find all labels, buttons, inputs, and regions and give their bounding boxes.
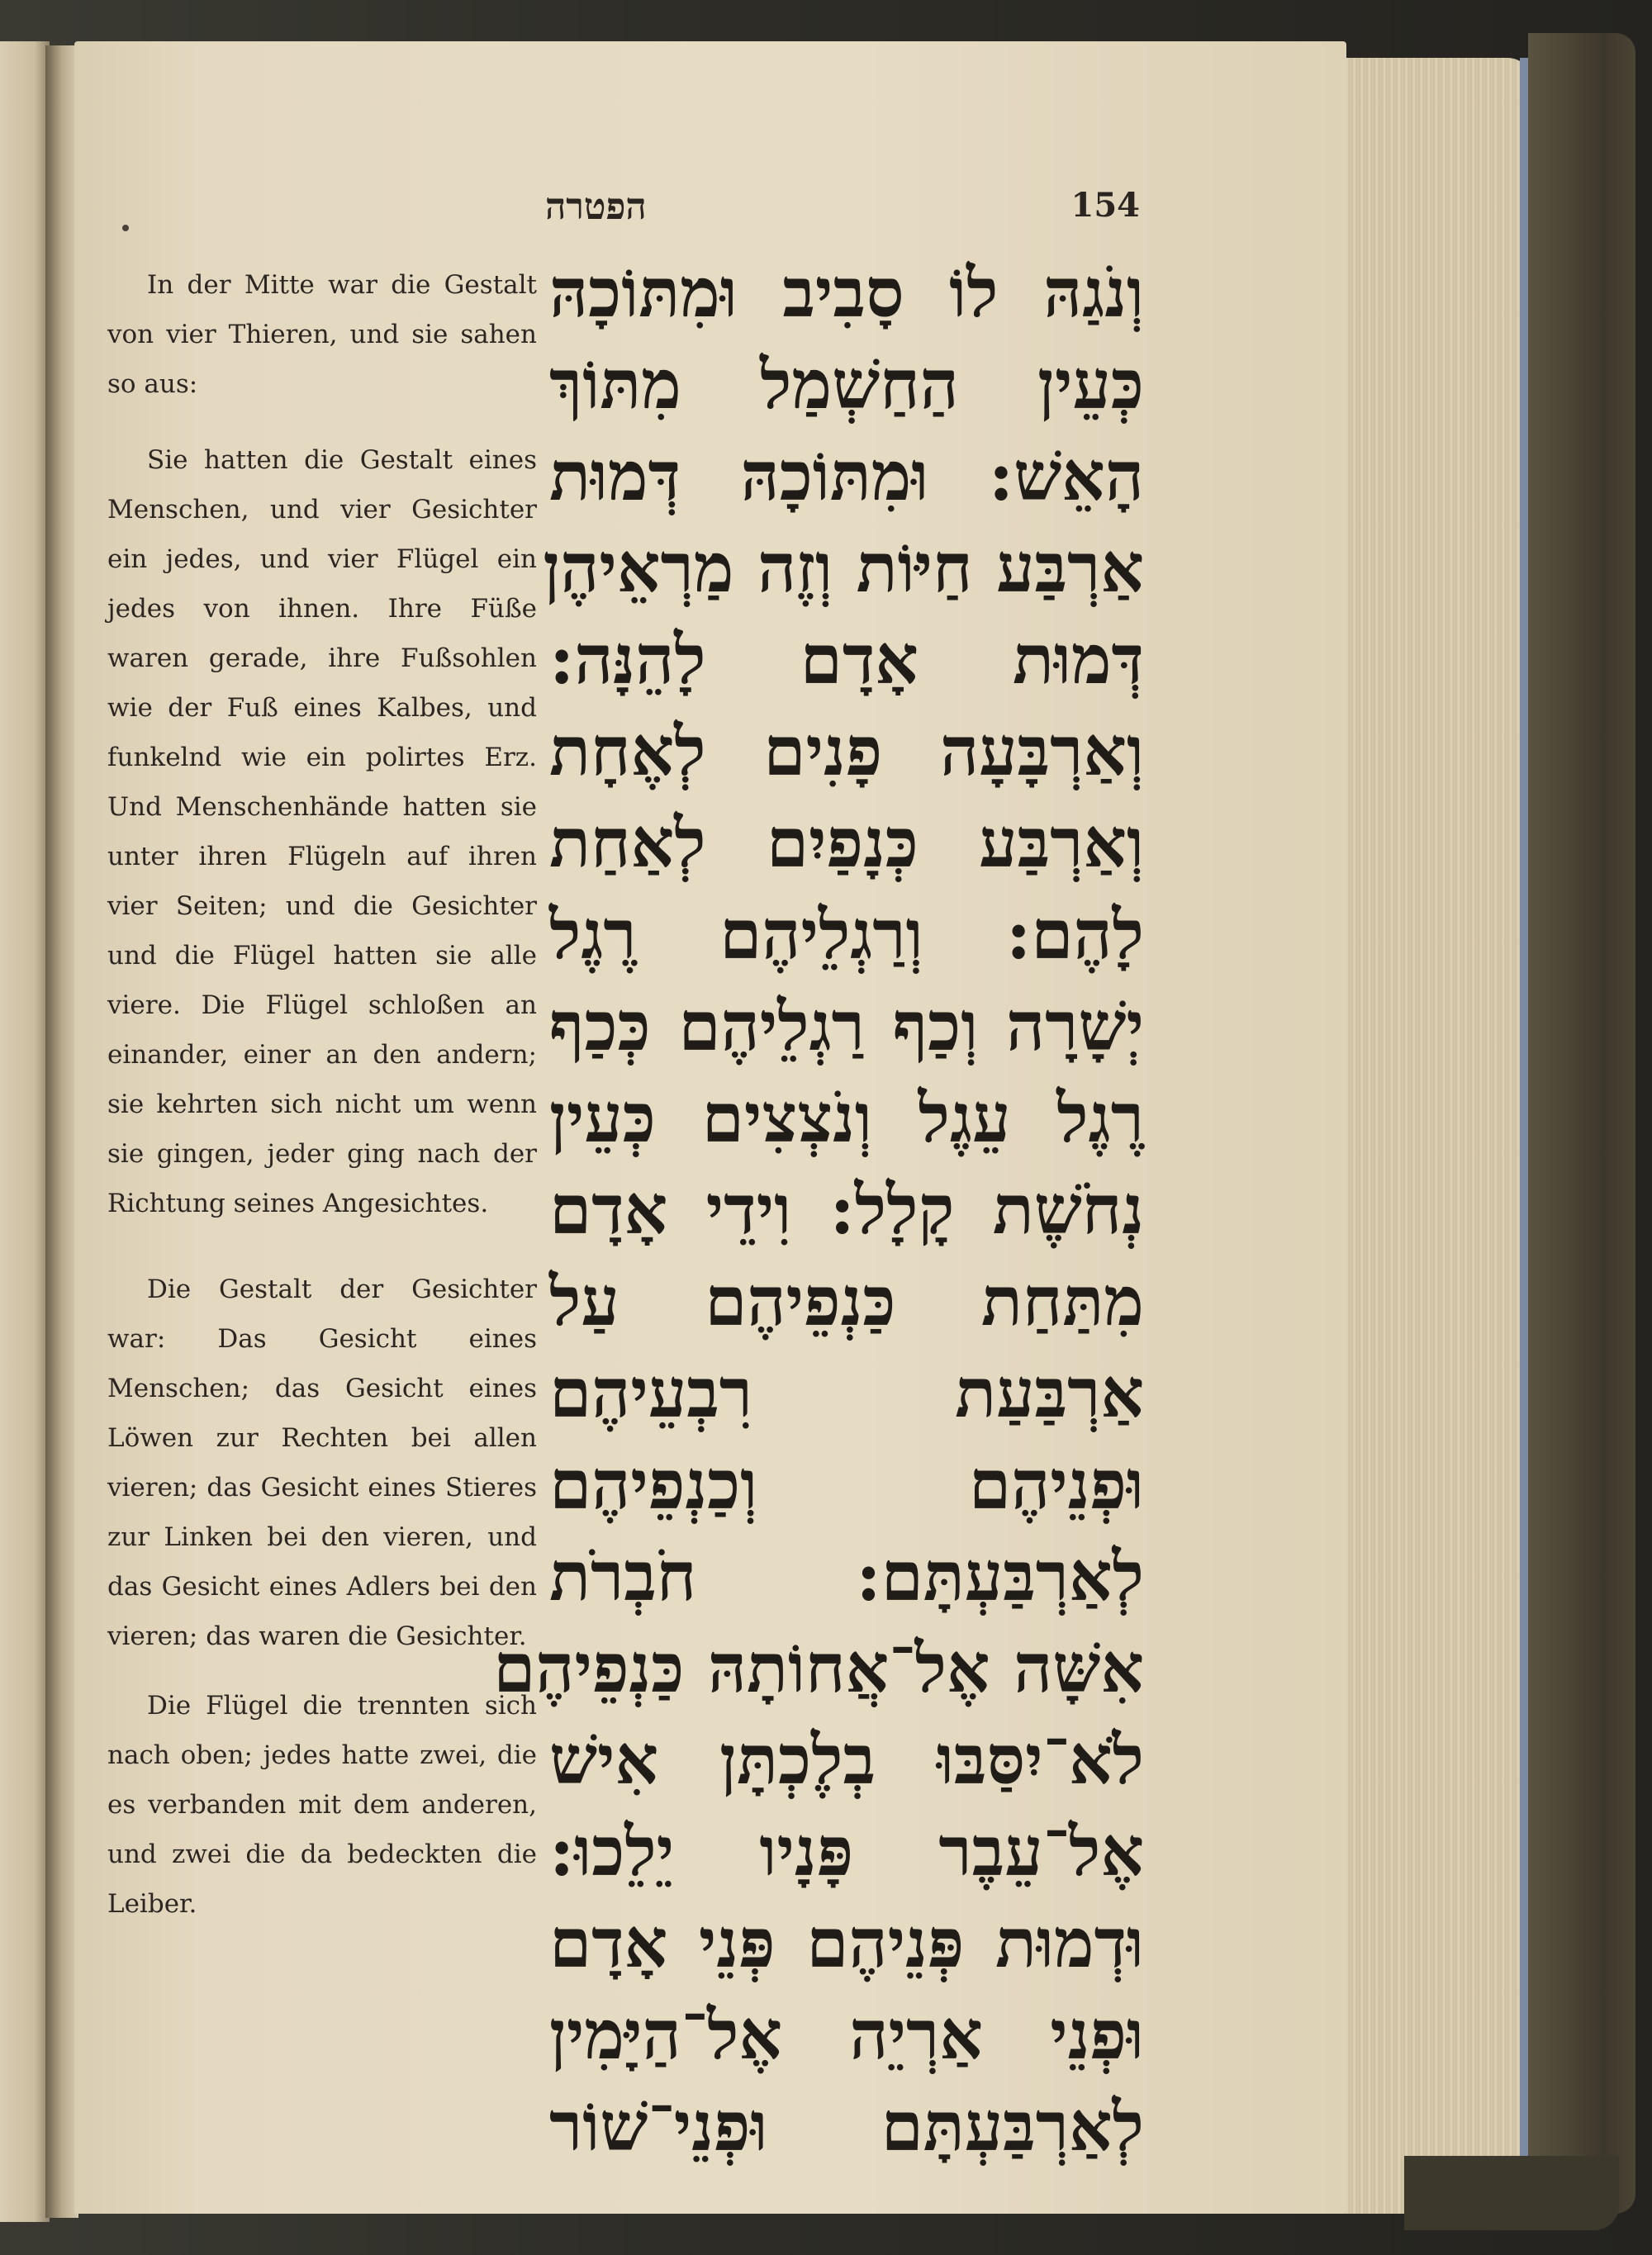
- german-paragraph: Die Flügel die trennten sich nach oben; jedes hatte zwei, die es verbanden mit dem anderen, und zwei die da bedeckten die Leiber.: [107, 1691, 537, 1919]
- hebrew-line: וְאַרְבַּע כְּנָפַיִם לְאַחַת: [549, 804, 1144, 883]
- hebrew-line: אַרְבַּע חַיּוֹת וְזֶה מַרְאֵיהֶן: [543, 529, 1144, 608]
- hebrew-line: רֶגֶל עֵגֶל וְנֹצְצִים כְּעֵין: [549, 1079, 1144, 1158]
- page-fore-edge: [1342, 58, 1532, 2214]
- hebrew-line: כְּעֵין הַחַשְׁמַל מִתּוֹךְ: [549, 345, 1144, 425]
- hebrew-text-column: [493, 248, 1144, 2173]
- hebrew-line: לָהֶם: וְרַגְלֵיהֶם רֶגֶל: [549, 895, 1144, 975]
- hebrew-line: יְשָׁרָה וְכַף רַגְלֵיהֶם כְּכַף: [549, 987, 1144, 1066]
- book-cover-bottom: [1404, 2156, 1619, 2230]
- hebrew-line: לְאַרְבַּעְתָּם: חֹבְרֹת: [549, 1537, 1144, 1616]
- hebrew-line: וּדְמוּת פְּנֵיהֶם פְּנֵי אָדָם: [549, 1904, 1144, 1983]
- hebrew-line: נְחֹשֶׁת קָלָל: וִידֵי אָדָם: [549, 1170, 1144, 1250]
- hebrew-line: לְאַרְבַּעְתָּם וּפְנֵי־שׁוֹר: [549, 2087, 1144, 2167]
- book-cover: [1528, 33, 1635, 2214]
- hebrew-line: לֹא־יִסַּבּוּ בְלֶכְתָּן אִישׁ: [549, 1721, 1144, 1800]
- hebrew-line: וְאַרְבָּעָה פָנִים לְאֶחָת: [549, 712, 1144, 791]
- running-head-title: הפטרה: [545, 186, 647, 228]
- left-page-edge: [0, 41, 50, 2222]
- hebrew-line: וְנֹגַהּ לוֹ סָבִיב וּמִתּוֹכָהּ: [549, 254, 1144, 333]
- book-gutter: [45, 45, 78, 2218]
- hebrew-line: הָאֵשׁ: וּמִתּוֹכָהּ דְּמוּת: [549, 437, 1144, 516]
- hebrew-line: וּפְנֵי אַרְיֵה אֶל־הַיָּמִין: [549, 1996, 1144, 2075]
- margin-dot: [122, 225, 129, 231]
- hebrew-line: אֶל־עֵבֶר פָּנָיו יֵלֵכוּ:: [549, 1812, 1144, 1892]
- page-number: 154: [1070, 186, 1140, 225]
- hebrew-line: דְּמוּת אָדָם לָהֵנָּה:: [549, 620, 1144, 700]
- hebrew-line: אִשָּׁה אֶל־אֲחוֹתָהּ כַּנְפֵיהֶם: [493, 1629, 1144, 1708]
- hebrew-line: וּפְנֵיהֶם וְכַנְפֵיהֶם: [549, 1446, 1144, 1525]
- german-paragraph: Sie hatten die Gestalt eines Menschen, und vier Gesichter ein jedes, und vier Flügel ein jedes von ihnen. Ihre Füße waren gerade, ihre Fußsohlen wie der Fuß eines Kalbes, und funkelnd wie ein polirtes Erz. Und Menschenhände hatten sie unter ihren Flügeln auf ihren vier Seiten; und die Gesichter und die Flügel hatten sie alle viere. Die Flügel schloßen an einander, einer an den andern; sie kehrten sich nicht um wenn sie gingen, jeder ging nach der Richtung seines Angesichtes.: [107, 445, 537, 1218]
- german-paragraph: In der Mitte war die Gestalt von vier Thieren, und sie sahen so aus:: [107, 270, 537, 399]
- hebrew-line: אַרְבַּעַת רִבְעֵיהֶם: [549, 1354, 1144, 1433]
- german-paragraph: Die Gestalt der Gesichter war: Das Gesicht eines Menschen; das Gesicht eines Löwen zur Rechten bei allen vieren; das Gesicht eines Stieres zur Linken bei den vieren, und das Gesicht eines Adlers bei den vieren; das waren die Gesichter.: [107, 1275, 537, 1651]
- hebrew-line: מִתַּחַת כַּנְפֵיהֶם עַל: [549, 1262, 1144, 1341]
- german-translation-column: [107, 260, 537, 1929]
- running-head: [545, 186, 1140, 244]
